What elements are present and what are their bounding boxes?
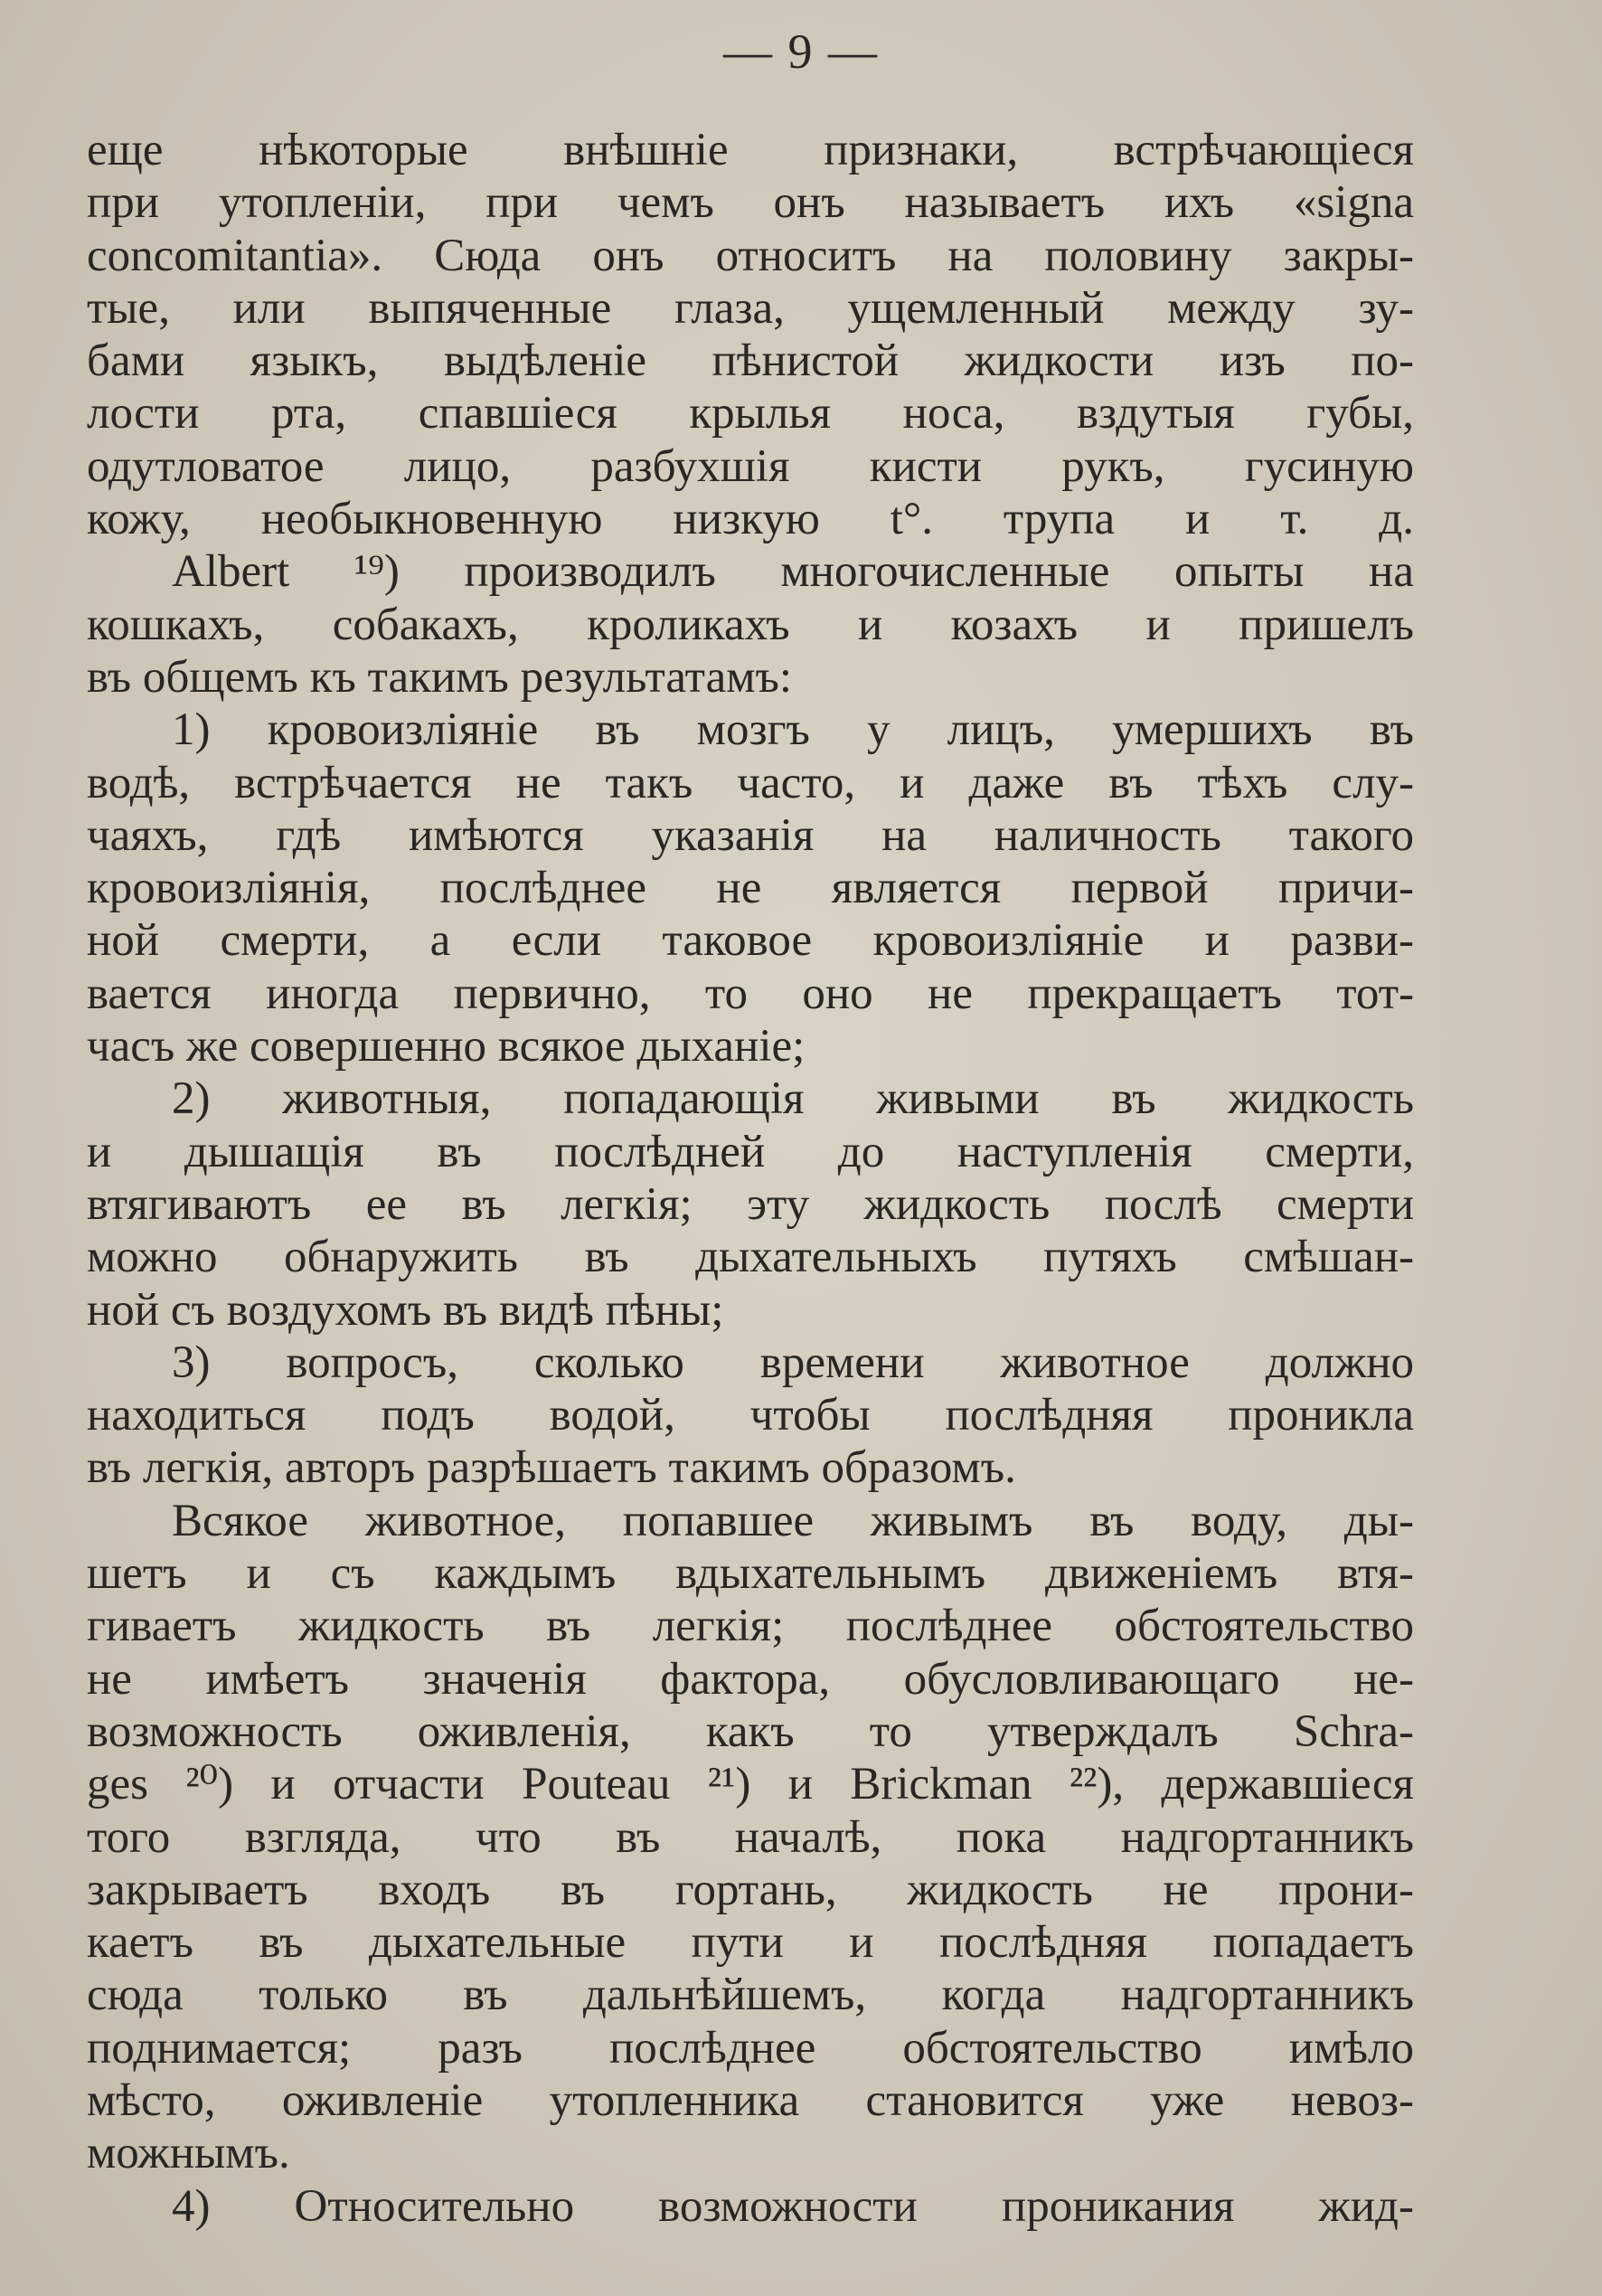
text-line: Albert ¹⁹) производилъ многочисленные опыты на: [172, 546, 1414, 598]
text-line: кожу, необыкновенную низкую t°. трупа и т. д.: [87, 494, 1414, 545]
text-line: кровоизліянія, послѣднее не является первой причи-: [87, 863, 1414, 914]
text-line: вается иногда первично, то оно не прекращаетъ тот-: [87, 968, 1414, 1019]
text-line: каетъ въ дыхательные пути и послѣдняя попадаетъ: [87, 1917, 1414, 1969]
text-line: можнымъ.: [87, 2128, 290, 2179]
text-line: въ общемъ къ такимъ результатамъ:: [87, 651, 793, 703]
text-line: находиться подъ водой, чтобы послѣдняя проникла: [87, 1390, 1414, 1441]
page-number: — 9 —: [723, 24, 879, 79]
text-line: водѣ, встрѣчается не такъ часто, и даже въ тѣхъ слу-: [87, 757, 1414, 808]
text-line: лости рта, спавшіеся крылья носа, вздутыя губы,: [87, 388, 1414, 439]
text-line: возможность оживленія, какъ то утверждалъ Schra-: [87, 1705, 1414, 1757]
text-line: Всякое животное, попавшее живымъ въ воду, ды-: [172, 1495, 1414, 1546]
text-line: ной смерти, а если таковое кровоизліяніе и разви-: [87, 915, 1414, 967]
text-line: чаяхъ, гдѣ имѣются указанія на наличность такого: [87, 809, 1414, 861]
text-line: 3) вопросъ, сколько времени животное должно: [172, 1337, 1414, 1388]
text-line: бами языкъ, выдѣленіе пѣнистой жидкости изъ по-: [87, 335, 1414, 387]
text-line: закрываетъ входъ въ гортань, жидкость не прони-: [87, 1864, 1414, 1915]
text-line: ges ²⁰) и отчасти Pouteau ²¹) и Brickman ²²), державшіеся: [87, 1759, 1414, 1810]
text-line: одутловатое лицо, разбухшія кисти рукъ, гусиную: [87, 440, 1414, 492]
text-line: 1) кровоизліяніе въ мозгъ у лицъ, умершихъ въ: [172, 704, 1414, 756]
text-line: шетъ и съ каждымъ вдыхательнымъ движеніемъ втя-: [87, 1548, 1414, 1600]
text-line: того взгляда, что въ началѣ, пока надгортанникъ: [87, 1811, 1414, 1863]
text-line: гиваетъ жидкость въ легкія; послѣднее обстоятельство: [87, 1601, 1414, 1652]
text-line: при утопленіи, при чемъ онъ называетъ ихъ «signa: [87, 177, 1414, 229]
text-line: тые, или выпяченные глаза, ущемленный между зу-: [87, 282, 1414, 334]
text-line: втягиваютъ ее въ легкія; эту жидкость послѣ смерти: [87, 1178, 1414, 1230]
text-line: поднимается; разъ послѣднее обстоятельство имѣло: [87, 2022, 1414, 2074]
text-line: кошкахъ, собакахъ, кроликахъ и козахъ и пришелъ: [87, 599, 1414, 650]
body-text: [87, 124, 1414, 2233]
text-line: concomitantia». Сюда онъ относитъ на половину закры-: [87, 230, 1414, 281]
text-line: 2) животныя, попадающія живыми въ жидкость: [172, 1073, 1414, 1125]
text-line: не имѣетъ значенія фактора, обусловливающаго не-: [87, 1653, 1414, 1705]
text-line: въ легкія, авторъ разрѣшаетъ такимъ образомъ.: [87, 1442, 1016, 1494]
text-line: 4) Относительно возможности проникания жид-: [172, 2180, 1414, 2232]
text-line: мѣсто, оживленіе утопленника становится уже невоз-: [87, 2074, 1414, 2126]
text-line: и дышащія въ послѣдней до наступленія смерти,: [87, 1126, 1414, 1177]
text-line: еще нѣкоторые внѣшніе признаки, встрѣчающіеся: [87, 125, 1414, 175]
text-line: ной съ воздухомъ въ видѣ пѣны;: [87, 1284, 724, 1336]
text-line: сюда только въ дальнѣйшемъ, когда надгортанникъ: [87, 1970, 1414, 2021]
text-line: можно обнаружить въ дыхательныхъ путяхъ смѣшан-: [87, 1232, 1414, 1283]
text-line: часъ же совершенно всякое дыханіе;: [87, 1021, 806, 1072]
